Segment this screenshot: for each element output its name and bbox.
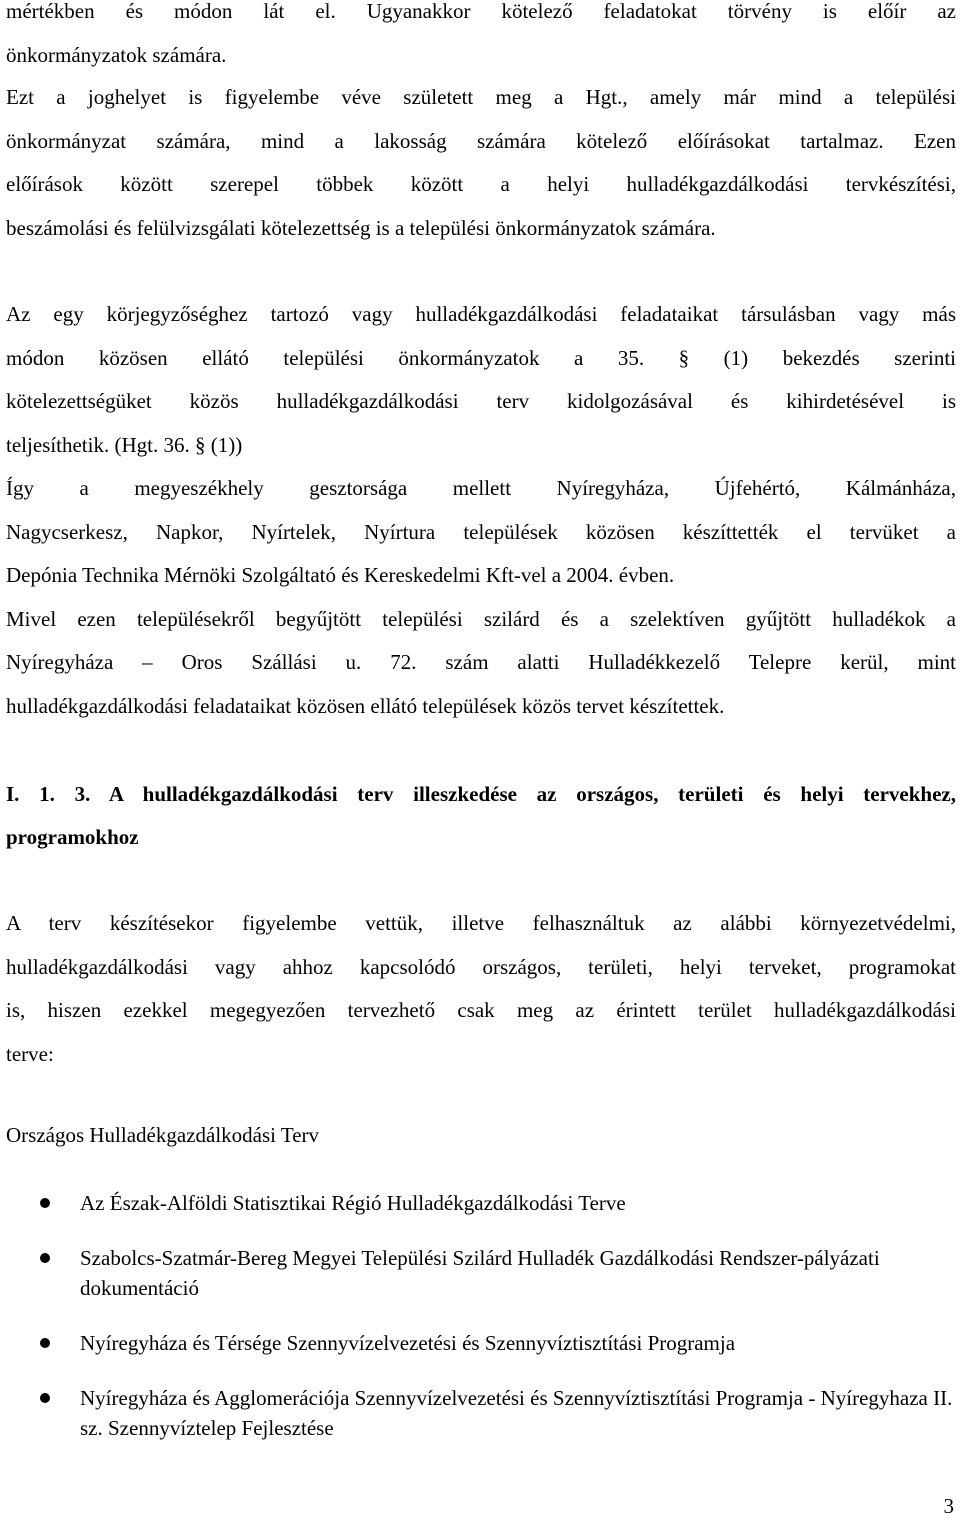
list-item <box>0 1188 960 1218</box>
text-line: kötelezettségüket közös hulladékgazdálkodási terv kidolgozásával és kihirdetésével is <box>6 389 956 413</box>
text-line: Nyíregyháza – Oros Szállási u. 72. szám alatti Hulladékkezelő Telepre kerül, mint <box>6 650 956 674</box>
text-line: Mivel ezen településekről begyűjtött települési szilárd és a szelektíven gyűjtött hulladékok a <box>6 606 956 631</box>
list-item-text: Nyíregyháza és Térsége Szennyvízelvezetési és Szennyvíztisztítási Programja <box>80 1331 736 1355</box>
bullet-icon <box>40 1393 50 1403</box>
list-item-text: Szabolcs-Szatmár-Bereg Megyei Települési Szilárd Hulladék Gazdálkodási Rendszer-pályázati dokumentáció <box>80 1246 880 1300</box>
national-plan-title: Országos Hulladékgazdálkodási Terv <box>6 1123 320 1147</box>
list-item-text: Nyíregyháza és Agglomerációja Szennyvízelvezetési és Szennyvíztisztítási Programja - Nyíregyhaza II. sz. Szennyvíztelep Fejlesztése <box>80 1386 953 1440</box>
text-line: előírások között szerepel többek között a helyi hulladékgazdálkodási tervkészítési, <box>6 172 956 196</box>
text-line: Nagycserkesz, Napkor, Nyírtelek, Nyírtura települések közösen készíttették el tervüket a <box>6 519 956 544</box>
text-line: is, hiszen ezekkel megegyezően tervezhető csak meg az érintett terület hulladékgazdálkodási <box>6 998 956 1022</box>
text-line: hulladékgazdálkodási feladataikat közösen ellátó települések közös tervet készítettek. <box>6 693 725 718</box>
text-line: mértékben és módon lát el. Ugyanakkor kötelező feladatokat törvény is előír az <box>6 0 956 23</box>
paragraph-hgt <box>6 76 956 250</box>
text-line: Ezt a joghelyet is figyelembe véve született meg a Hgt., amely már mind a települési <box>6 85 956 109</box>
text-line: hulladékgazdálkodási vagy ahhoz kapcsolódó országos, területi, helyi terveket, programokat <box>6 954 956 979</box>
text-line: Az egy körjegyzőséghez tartozó vagy hulladékgazdálkodási feladataikat társulásban vagy más <box>6 302 956 326</box>
plan-list <box>0 1188 960 1443</box>
text-line: teljesíthetik. (Hgt. 36. § (1)) <box>6 432 243 457</box>
list-item <box>0 1328 960 1358</box>
page-number: 3 <box>943 1494 954 1518</box>
bullet-icon <box>40 1198 50 1208</box>
text-line: Így a megyeszékhely gesztorsága mellett Nyíregyháza, Újfehértó, Kálmánháza, <box>6 476 956 500</box>
text-line: módon közösen ellátó települési önkormányzatok a 35. § (1) bekezdés szerinti <box>6 345 956 370</box>
heading-line: I. 1. 3. A hulladékgazdálkodási terv illeszkedése az országos, területi és helyi tervekhez, <box>6 782 956 806</box>
text-line: önkormányzatok számára. <box>6 42 227 67</box>
text-line: A terv készítésekor figyelembe vettük, illetve felhasználtuk az alábbi környezetvédelmi, <box>6 911 956 935</box>
bullet-icon <box>40 1338 50 1348</box>
bullet-icon <box>40 1253 50 1263</box>
section-heading <box>6 773 956 859</box>
list-item <box>0 1383 960 1443</box>
text-line: önkormányzat számára, mind a lakosság számára kötelező előírásokat tartalmaz. Ezen <box>6 128 956 153</box>
list-item <box>0 1243 960 1303</box>
list-item-text: Az Észak-Alföldi Statisztikai Régió Hulladékgazdálkodási Terve <box>80 1191 626 1215</box>
paragraph-plans-considered <box>6 902 956 1076</box>
paragraph-joint-plan <box>6 293 956 728</box>
paragraph-intro-continuation <box>6 0 956 77</box>
text-line: terve: <box>6 1041 54 1066</box>
text-line: Depónia Technika Mérnöki Szolgáltató és Kereskedelmi Kft-vel a 2004. évben. <box>6 563 675 587</box>
text-line: beszámolási és felülvizsgálati kötelezettség is a települési önkormányzatok számára. <box>6 215 716 240</box>
heading-line: programokhoz <box>6 825 139 849</box>
